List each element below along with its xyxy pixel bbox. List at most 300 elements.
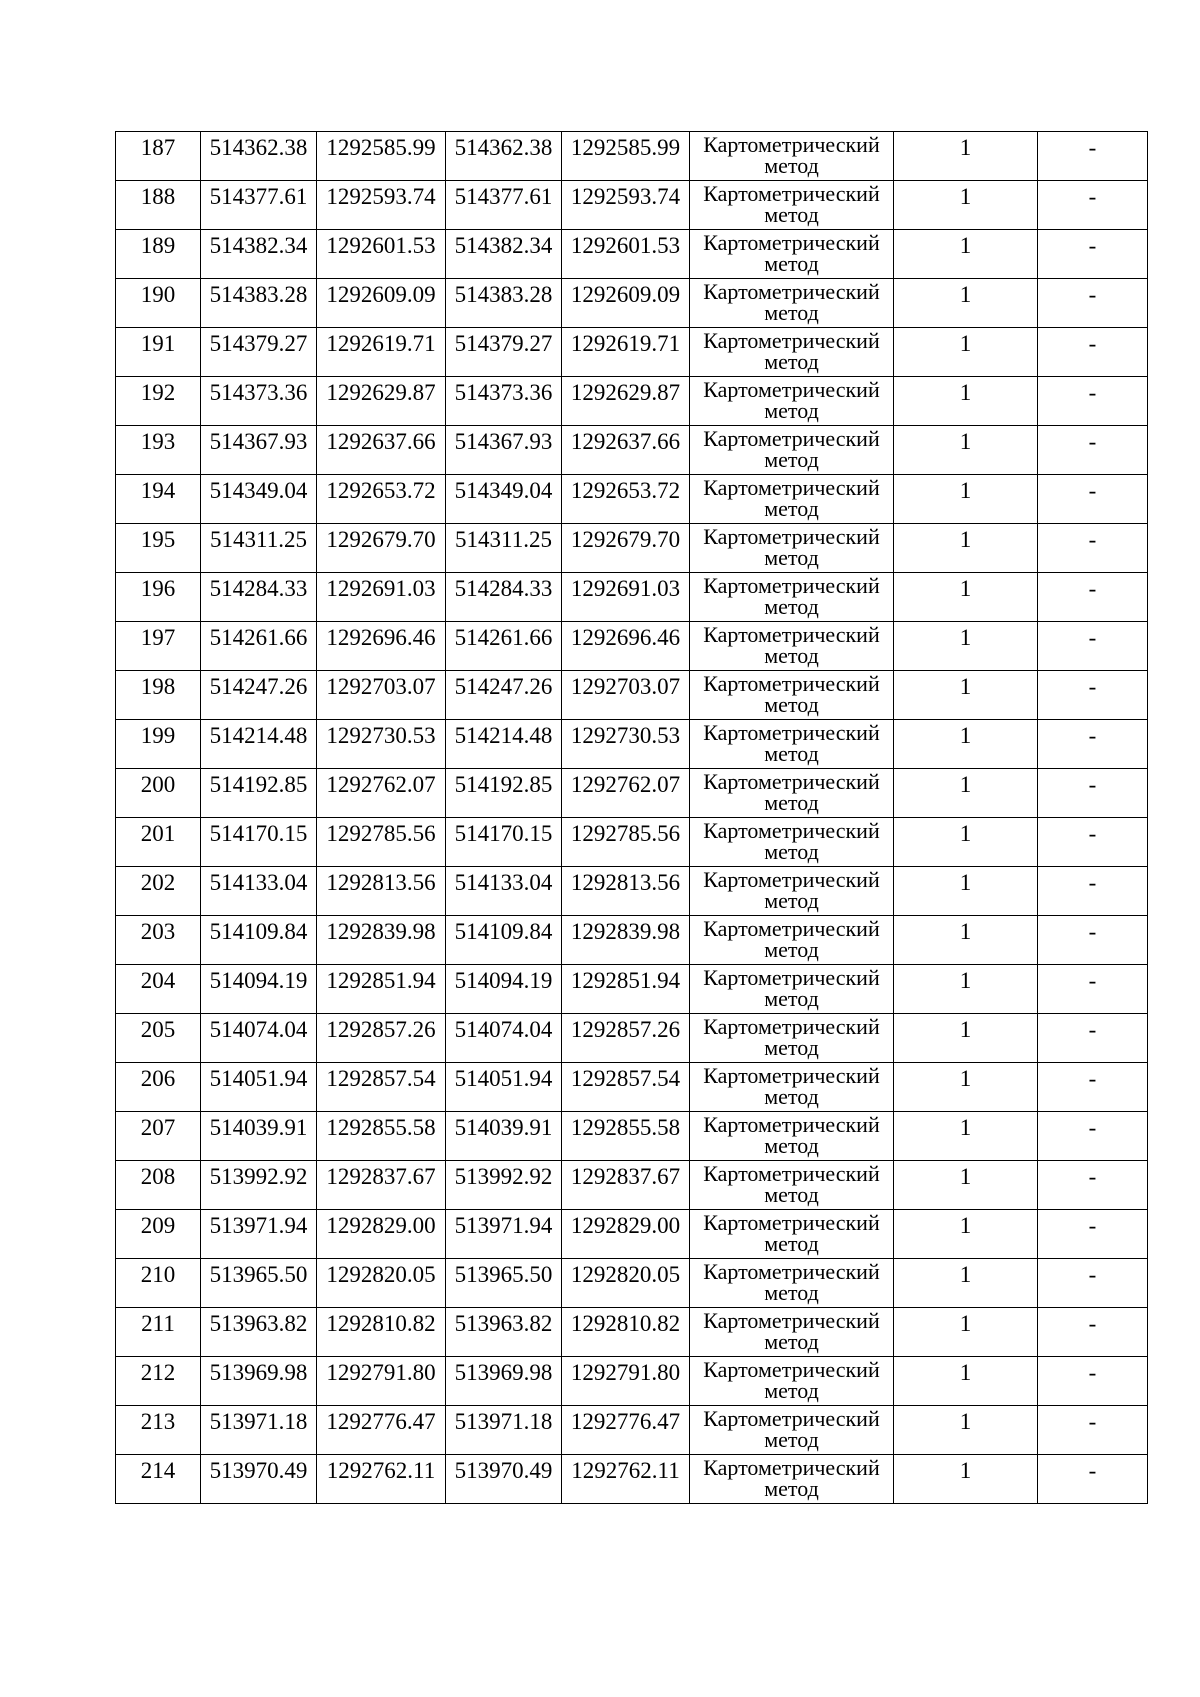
method-line-1: Картометрический xyxy=(703,916,880,941)
y-refined-cell xyxy=(562,1161,690,1210)
accuracy-cell xyxy=(894,769,1038,818)
table-body xyxy=(116,132,1148,1504)
point-number-cell xyxy=(116,818,201,867)
x-existing-cell xyxy=(201,867,317,916)
y-existing-cell xyxy=(317,1210,446,1259)
x-refined-cell-value: 513965.50 xyxy=(454,1262,553,1287)
point-number-cell-value: 205 xyxy=(140,1017,176,1042)
y-refined-cell-value: 1292609.09 xyxy=(570,282,681,307)
y-refined-cell-value: 1292785.56 xyxy=(570,821,681,846)
note-cell-value: - xyxy=(1088,576,1097,601)
accuracy-cell xyxy=(894,230,1038,279)
method-cell xyxy=(690,1357,894,1406)
x-refined-cell xyxy=(446,1259,562,1308)
x-refined-cell-value: 514133.04 xyxy=(454,870,553,895)
x-existing-cell xyxy=(201,1357,317,1406)
x-existing-cell xyxy=(201,916,317,965)
y-refined-cell xyxy=(562,1455,690,1504)
x-refined-cell-value: 514284.33 xyxy=(454,576,553,601)
method-line-1: Картометрический xyxy=(703,1357,880,1382)
note-cell xyxy=(1038,1406,1148,1455)
table-row xyxy=(116,279,1148,328)
y-refined-cell xyxy=(562,622,690,671)
method-cell xyxy=(690,671,894,720)
method-cell xyxy=(690,475,894,524)
y-existing-cell-value: 1292691.03 xyxy=(326,576,436,601)
x-refined-cell-value: 514051.94 xyxy=(454,1066,553,1091)
note-cell-value: - xyxy=(1088,625,1097,650)
x-refined-cell-value: 514373.36 xyxy=(454,380,553,405)
method-line-1: Картометрический xyxy=(703,524,880,549)
x-existing-cell-value: 514379.27 xyxy=(209,331,308,356)
x-existing-cell xyxy=(201,1014,317,1063)
y-refined-cell-value: 1292837.67 xyxy=(570,1164,681,1189)
x-existing-cell-value: 514311.25 xyxy=(210,527,307,552)
x-existing-cell-value: 514051.94 xyxy=(209,1066,308,1091)
x-existing-cell-value: 514192.85 xyxy=(209,772,308,797)
point-number-cell xyxy=(116,475,201,524)
accuracy-cell-value: 1 xyxy=(959,919,972,944)
x-refined-cell-value: 514039.91 xyxy=(454,1115,553,1140)
point-number-cell xyxy=(116,377,201,426)
x-refined-cell xyxy=(446,867,562,916)
method-line-2: метод xyxy=(764,790,819,815)
note-cell xyxy=(1038,1308,1148,1357)
y-existing-cell-value: 1292785.56 xyxy=(326,821,436,846)
accuracy-cell-value: 1 xyxy=(959,184,972,209)
x-existing-cell-value: 514074.04 xyxy=(209,1017,308,1042)
note-cell-value: - xyxy=(1088,1458,1097,1483)
note-cell-value: - xyxy=(1088,723,1097,748)
point-number-cell xyxy=(116,671,201,720)
accuracy-cell-value: 1 xyxy=(959,674,972,699)
point-number-cell-value: 189 xyxy=(140,233,176,258)
accuracy-cell xyxy=(894,377,1038,426)
x-refined-cell xyxy=(446,328,562,377)
table-row xyxy=(116,1357,1148,1406)
y-refined-cell xyxy=(562,279,690,328)
accuracy-cell-value: 1 xyxy=(959,135,972,160)
method-line-1: Картометрический xyxy=(703,475,880,500)
y-refined-cell xyxy=(562,1210,690,1259)
accuracy-cell-value: 1 xyxy=(959,1262,972,1287)
point-number-cell xyxy=(116,328,201,377)
method-line-1: Картометрический xyxy=(703,1259,880,1284)
y-refined-cell-value: 1292829.00 xyxy=(570,1213,681,1238)
x-existing-cell-value: 514373.36 xyxy=(209,380,308,405)
x-refined-cell xyxy=(446,524,562,573)
method-line-1: Картометрический xyxy=(703,622,880,647)
x-existing-cell-value: 513971.18 xyxy=(209,1409,308,1434)
accuracy-cell xyxy=(894,279,1038,328)
accuracy-cell xyxy=(894,671,1038,720)
x-refined-cell xyxy=(446,818,562,867)
note-cell xyxy=(1038,181,1148,230)
x-refined-cell xyxy=(446,965,562,1014)
note-cell xyxy=(1038,1210,1148,1259)
x-existing-cell xyxy=(201,1210,317,1259)
note-cell-value: - xyxy=(1088,1360,1097,1385)
note-cell xyxy=(1038,524,1148,573)
point-number-cell-value: 213 xyxy=(140,1409,176,1434)
method-line-2: метод xyxy=(764,349,819,374)
point-number-cell xyxy=(116,867,201,916)
note-cell-value: - xyxy=(1088,527,1097,552)
y-refined-cell xyxy=(562,769,690,818)
y-existing-cell xyxy=(317,720,446,769)
y-refined-cell-value: 1292730.53 xyxy=(570,723,681,748)
x-refined-cell xyxy=(446,230,562,279)
accuracy-cell-value: 1 xyxy=(959,870,972,895)
table-row xyxy=(116,328,1148,377)
point-number-cell xyxy=(116,965,201,1014)
method-line-2: метод xyxy=(764,1378,819,1403)
accuracy-cell xyxy=(894,524,1038,573)
method-line-2: метод xyxy=(764,741,819,766)
method-line-1: Картометрический xyxy=(703,1210,880,1235)
y-refined-cell-value: 1292857.26 xyxy=(570,1017,681,1042)
x-refined-cell xyxy=(446,377,562,426)
y-refined-cell-value: 1292839.98 xyxy=(570,919,681,944)
accuracy-cell-value: 1 xyxy=(959,331,972,356)
method-cell xyxy=(690,279,894,328)
x-existing-cell-value: 513970.49 xyxy=(209,1458,308,1483)
method-line-2: метод xyxy=(764,937,819,962)
accuracy-cell-value: 1 xyxy=(959,282,972,307)
y-existing-cell-value: 1292810.82 xyxy=(326,1311,436,1336)
point-number-cell-value: 207 xyxy=(140,1115,176,1140)
x-refined-cell xyxy=(446,671,562,720)
method-line-1: Картометрический xyxy=(703,1406,880,1431)
y-refined-cell xyxy=(562,230,690,279)
method-line-1: Картометрический xyxy=(703,279,880,304)
table-row xyxy=(116,1259,1148,1308)
y-refined-cell xyxy=(562,720,690,769)
x-refined-cell-value: 514109.84 xyxy=(454,919,553,944)
accuracy-cell xyxy=(894,426,1038,475)
y-existing-cell-value: 1292653.72 xyxy=(326,478,436,503)
method-cell xyxy=(690,132,894,181)
note-cell xyxy=(1038,818,1148,867)
y-refined-cell xyxy=(562,1063,690,1112)
y-existing-cell xyxy=(317,475,446,524)
x-refined-cell xyxy=(446,132,562,181)
x-refined-cell xyxy=(446,1112,562,1161)
point-number-cell-value: 194 xyxy=(140,478,176,503)
note-cell xyxy=(1038,230,1148,279)
method-line-2: метод xyxy=(764,1231,819,1256)
x-refined-cell-value: 514074.04 xyxy=(454,1017,553,1042)
method-line-2: метод xyxy=(764,300,819,325)
x-existing-cell xyxy=(201,720,317,769)
y-refined-cell-value: 1292776.47 xyxy=(570,1409,681,1434)
method-cell xyxy=(690,1161,894,1210)
y-existing-cell xyxy=(317,1014,446,1063)
accuracy-cell-value: 1 xyxy=(959,1115,972,1140)
method-line-2: метод xyxy=(764,1182,819,1207)
accuracy-cell-value: 1 xyxy=(959,723,972,748)
note-cell-value: - xyxy=(1088,1409,1097,1434)
method-cell xyxy=(690,230,894,279)
y-existing-cell xyxy=(317,230,446,279)
x-refined-cell xyxy=(446,1063,562,1112)
y-existing-cell-value: 1292593.74 xyxy=(326,184,436,209)
x-refined-cell xyxy=(446,426,562,475)
y-existing-cell-value: 1292696.46 xyxy=(326,625,436,650)
note-cell-value: - xyxy=(1088,1164,1097,1189)
y-refined-cell xyxy=(562,818,690,867)
x-refined-cell-value: 514311.25 xyxy=(455,527,552,552)
point-number-cell xyxy=(116,1014,201,1063)
method-line-2: метод xyxy=(764,839,819,864)
y-refined-cell-value: 1292585.99 xyxy=(570,135,681,160)
x-existing-cell xyxy=(201,181,317,230)
y-existing-cell xyxy=(317,426,446,475)
y-refined-cell-value: 1292762.07 xyxy=(570,772,681,797)
method-cell xyxy=(690,1063,894,1112)
method-line-2: метод xyxy=(764,1427,819,1452)
y-refined-cell xyxy=(562,965,690,1014)
y-refined-cell xyxy=(562,1112,690,1161)
y-existing-cell-value: 1292619.71 xyxy=(326,331,436,356)
accuracy-cell xyxy=(894,1259,1038,1308)
accuracy-cell-value: 1 xyxy=(959,1164,972,1189)
y-existing-cell-value: 1292703.07 xyxy=(326,674,436,699)
x-existing-cell-value: 514377.61 xyxy=(209,184,308,209)
table-row xyxy=(116,426,1148,475)
point-number-cell xyxy=(116,1063,201,1112)
accuracy-cell xyxy=(894,1112,1038,1161)
note-cell xyxy=(1038,720,1148,769)
x-existing-cell xyxy=(201,1161,317,1210)
accuracy-cell-value: 1 xyxy=(959,233,972,258)
x-existing-cell xyxy=(201,328,317,377)
accuracy-cell xyxy=(894,573,1038,622)
method-line-2: метод xyxy=(764,251,819,276)
y-refined-cell xyxy=(562,1406,690,1455)
point-number-cell-value: 200 xyxy=(140,772,176,797)
y-existing-cell-value: 1292679.70 xyxy=(326,527,436,552)
method-line-2: метод xyxy=(764,1280,819,1305)
x-refined-cell xyxy=(446,1308,562,1357)
note-cell-value: - xyxy=(1088,380,1097,405)
y-existing-cell-value: 1292857.26 xyxy=(326,1017,436,1042)
method-cell xyxy=(690,1259,894,1308)
x-existing-cell-value: 514247.26 xyxy=(209,674,308,699)
method-line-2: метод xyxy=(764,398,819,423)
method-line-1: Картометрический xyxy=(703,1112,880,1137)
y-refined-cell xyxy=(562,475,690,524)
table-row xyxy=(116,916,1148,965)
method-line-1: Картометрический xyxy=(703,426,880,451)
x-refined-cell-value: 514362.38 xyxy=(454,135,553,160)
x-refined-cell xyxy=(446,916,562,965)
note-cell-value: - xyxy=(1088,1017,1097,1042)
accuracy-cell xyxy=(894,181,1038,230)
accuracy-cell xyxy=(894,720,1038,769)
x-existing-cell xyxy=(201,377,317,426)
x-refined-cell xyxy=(446,1406,562,1455)
method-line-1: Картометрический xyxy=(703,1455,880,1480)
y-existing-cell xyxy=(317,1406,446,1455)
table-row xyxy=(116,1406,1148,1455)
y-existing-cell-value: 1292601.53 xyxy=(326,233,436,258)
x-refined-cell xyxy=(446,1161,562,1210)
y-existing-cell-value: 1292820.05 xyxy=(326,1262,436,1287)
method-line-1: Картометрический xyxy=(703,965,880,990)
x-existing-cell-value: 514362.38 xyxy=(209,135,308,160)
y-existing-cell xyxy=(317,965,446,1014)
x-existing-cell-value: 513963.82 xyxy=(209,1311,308,1336)
table-row xyxy=(116,720,1148,769)
y-refined-cell-value: 1292813.56 xyxy=(570,870,681,895)
table-row xyxy=(116,475,1148,524)
method-cell xyxy=(690,426,894,475)
y-existing-cell-value: 1292791.80 xyxy=(326,1360,436,1385)
note-cell xyxy=(1038,426,1148,475)
table-row xyxy=(116,867,1148,916)
note-cell xyxy=(1038,1259,1148,1308)
note-cell-value: - xyxy=(1088,282,1097,307)
table-row xyxy=(116,671,1148,720)
point-number-cell-value: 187 xyxy=(140,135,176,160)
accuracy-cell xyxy=(894,1014,1038,1063)
y-refined-cell-value: 1292791.80 xyxy=(570,1360,681,1385)
method-line-2: метод xyxy=(764,643,819,668)
point-number-cell-value: 208 xyxy=(140,1164,176,1189)
x-existing-cell xyxy=(201,573,317,622)
point-number-cell-value: 196 xyxy=(140,576,176,601)
x-refined-cell-value: 514367.93 xyxy=(454,429,553,454)
y-existing-cell xyxy=(317,769,446,818)
y-existing-cell xyxy=(317,1308,446,1357)
table-row xyxy=(116,1455,1148,1504)
note-cell-value: - xyxy=(1088,870,1097,895)
y-existing-cell xyxy=(317,181,446,230)
y-existing-cell xyxy=(317,1112,446,1161)
table-row xyxy=(116,573,1148,622)
x-refined-cell-value: 514349.04 xyxy=(454,478,553,503)
y-existing-cell-value: 1292762.11 xyxy=(326,1458,436,1483)
method-line-1: Картометрический xyxy=(703,769,880,794)
accuracy-cell-value: 1 xyxy=(959,1409,972,1434)
x-refined-cell-value: 514261.66 xyxy=(454,625,553,650)
point-number-cell xyxy=(116,720,201,769)
x-existing-cell xyxy=(201,1455,317,1504)
y-refined-cell xyxy=(562,377,690,426)
note-cell-value: - xyxy=(1088,919,1097,944)
y-existing-cell xyxy=(317,1063,446,1112)
method-line-1: Картометрический xyxy=(703,230,880,255)
method-cell xyxy=(690,573,894,622)
accuracy-cell xyxy=(894,475,1038,524)
y-refined-cell-value: 1292703.07 xyxy=(570,674,681,699)
note-cell-value: - xyxy=(1088,184,1097,209)
x-refined-cell xyxy=(446,769,562,818)
note-cell xyxy=(1038,573,1148,622)
x-existing-cell-value: 514109.84 xyxy=(209,919,308,944)
y-refined-cell xyxy=(562,524,690,573)
point-number-cell-value: 206 xyxy=(140,1066,176,1091)
x-existing-cell xyxy=(201,1308,317,1357)
y-refined-cell xyxy=(562,573,690,622)
method-line-1: Картометрический xyxy=(703,1308,880,1333)
x-existing-cell-value: 513969.98 xyxy=(209,1360,308,1385)
point-number-cell xyxy=(116,524,201,573)
y-existing-cell-value: 1292629.87 xyxy=(326,380,436,405)
note-cell xyxy=(1038,965,1148,1014)
method-line-1: Картометрический xyxy=(703,328,880,353)
x-existing-cell-value: 514382.34 xyxy=(209,233,308,258)
accuracy-cell-value: 1 xyxy=(959,821,972,846)
x-existing-cell-value: 514170.15 xyxy=(209,821,308,846)
method-cell xyxy=(690,622,894,671)
note-cell-value: - xyxy=(1088,968,1097,993)
x-refined-cell-value: 513970.49 xyxy=(454,1458,553,1483)
point-number-cell-value: 198 xyxy=(140,674,176,699)
coordinates-table xyxy=(115,131,1148,1504)
method-line-1: Картометрический xyxy=(703,720,880,745)
x-existing-cell xyxy=(201,671,317,720)
method-cell xyxy=(690,328,894,377)
point-number-cell xyxy=(116,1112,201,1161)
method-cell xyxy=(690,916,894,965)
point-number-cell xyxy=(116,1161,201,1210)
x-existing-cell-value: 514284.33 xyxy=(209,576,308,601)
note-cell-value: - xyxy=(1088,1311,1097,1336)
table-row xyxy=(116,1308,1148,1357)
accuracy-cell xyxy=(894,1406,1038,1455)
note-cell xyxy=(1038,279,1148,328)
method-cell xyxy=(690,1112,894,1161)
x-existing-cell-value: 514383.28 xyxy=(209,282,308,307)
method-line-2: метод xyxy=(764,447,819,472)
x-existing-cell-value: 514094.19 xyxy=(209,968,308,993)
x-refined-cell-value: 513963.82 xyxy=(454,1311,553,1336)
point-number-cell-value: 195 xyxy=(140,527,176,552)
point-number-cell xyxy=(116,1210,201,1259)
x-refined-cell-value: 514379.27 xyxy=(454,331,553,356)
y-existing-cell-value: 1292585.99 xyxy=(326,135,436,160)
method-line-2: метод xyxy=(764,1476,819,1501)
point-number-cell-value: 191 xyxy=(140,331,176,356)
accuracy-cell xyxy=(894,1161,1038,1210)
method-line-1: Картометрический xyxy=(703,1161,880,1186)
note-cell xyxy=(1038,377,1148,426)
x-existing-cell-value: 514367.93 xyxy=(209,429,308,454)
method-line-1: Картометрический xyxy=(703,132,880,157)
y-existing-cell xyxy=(317,1357,446,1406)
note-cell xyxy=(1038,769,1148,818)
y-refined-cell xyxy=(562,916,690,965)
x-existing-cell xyxy=(201,1406,317,1455)
accuracy-cell-value: 1 xyxy=(959,625,972,650)
table-row xyxy=(116,769,1148,818)
accuracy-cell xyxy=(894,916,1038,965)
note-cell-value: - xyxy=(1088,772,1097,797)
method-line-2: метод xyxy=(764,594,819,619)
note-cell-value: - xyxy=(1088,821,1097,846)
note-cell xyxy=(1038,671,1148,720)
table-row xyxy=(116,1063,1148,1112)
point-number-cell xyxy=(116,769,201,818)
x-refined-cell-value: 514192.85 xyxy=(454,772,553,797)
accuracy-cell-value: 1 xyxy=(959,576,972,601)
y-refined-cell-value: 1292629.87 xyxy=(570,380,681,405)
x-existing-cell xyxy=(201,1112,317,1161)
method-cell xyxy=(690,1406,894,1455)
point-number-cell-value: 192 xyxy=(140,380,176,405)
